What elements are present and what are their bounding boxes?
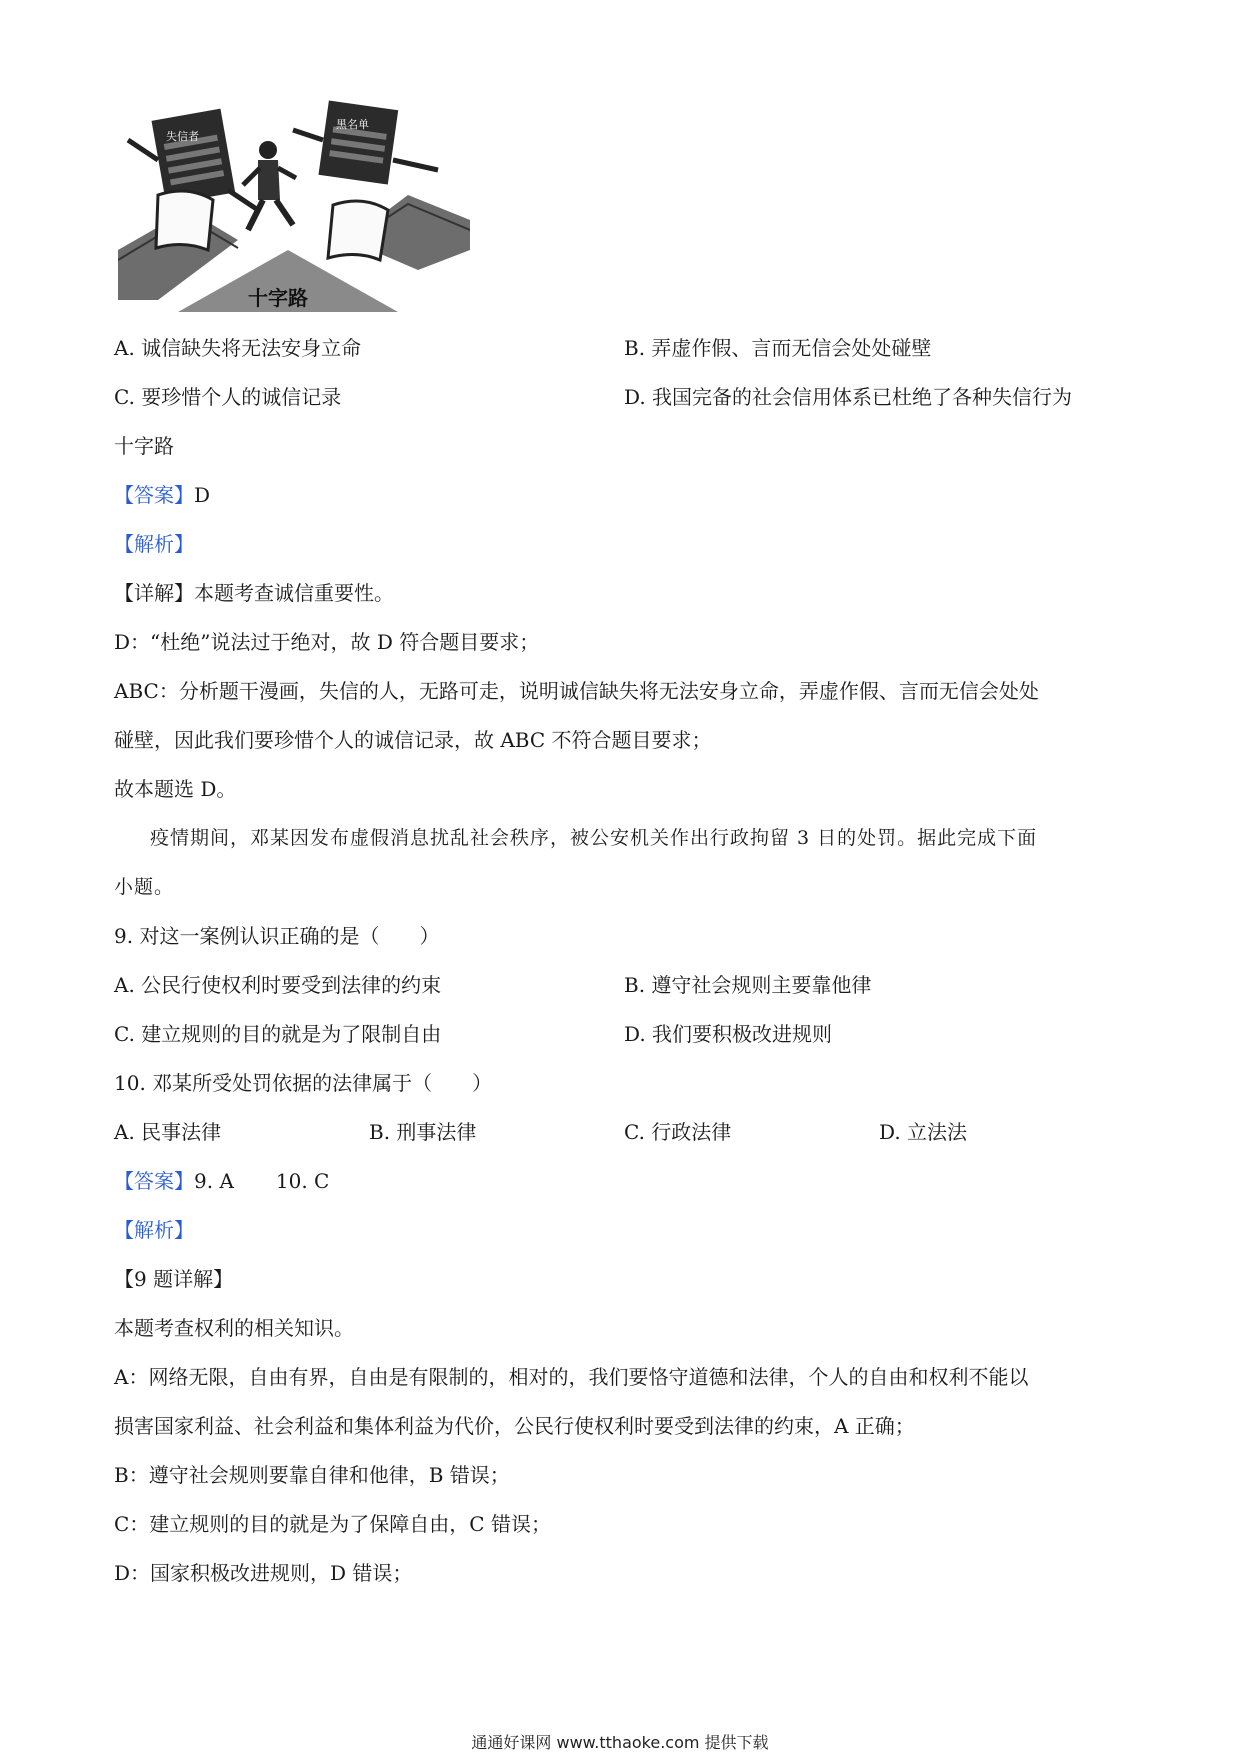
q8-explain-4: 故本题选 D。 [114, 777, 237, 801]
stem-line-2: 小题。 [114, 876, 175, 898]
q8-option-b: B. 弄虚作假、言而无信会处处碰壁 [624, 336, 932, 360]
answer-10: 10. C [275, 1169, 330, 1193]
q9-question: 9. 对这一案例认识正确的是（ ） [114, 924, 440, 948]
q9-explain-6: D：国家积极改进规则，D 错误； [114, 1561, 413, 1585]
answer-9: 9. A [194, 1169, 234, 1193]
answers-line [114, 1167, 329, 1195]
q10-option-c: C. 行政法律 [624, 1120, 732, 1144]
cartoon-illustration [118, 100, 470, 312]
q10-question: 10. 邓某所受处罚依据的法律属于（ ） [114, 1071, 493, 1095]
q9-option-b: B. 遵守社会规则主要靠他律 [624, 973, 872, 997]
q8-option-c: C. 要珍惜个人的诚信记录 [114, 385, 342, 409]
answers-label: 【答案】 [114, 1169, 194, 1193]
answer-value: D [194, 483, 211, 507]
q9-option-c: C. 建立规则的目的就是为了限制自由 [114, 1022, 442, 1046]
q9-option-d: D. 我们要积极改进规则 [624, 1022, 833, 1046]
caption-text: 十字路 [114, 434, 174, 458]
q10-option-b: B. 刑事法律 [369, 1120, 477, 1144]
q9-explain-1: 本题考查权利的相关知识。 [114, 1316, 354, 1340]
q9-detail-label: 【9 题详解】 [114, 1267, 234, 1291]
q9-explain-2: A：网络无限，自由有界，自由是有限制的，相对的，我们要恪守道德和法律，个人的自由和权利不能以 [114, 1365, 1029, 1389]
q9-explain-5: C：建立规则的目的就是为了保障自由，C 错误； [114, 1512, 551, 1536]
q8-explain-3: 碰壁，因此我们要珍惜个人的诚信记录，故 ABC 不符合题目要求； [114, 728, 712, 752]
q8-detail: 【详解】本题考查诚信重要性。 [114, 581, 394, 605]
q10-option-a: A. 民事法律 [114, 1120, 222, 1144]
q8-answer [114, 481, 210, 509]
sign-right-text: 黑名单 [336, 118, 369, 131]
q8-option-a: A. 诚信缺失将无法安身立命 [114, 336, 362, 360]
answer-label: 【答案】 [114, 483, 194, 507]
q8-explain-1: D：“杜绝”说法过于绝对，故 D 符合题目要求； [114, 630, 540, 654]
cartoon-caption: 十字路 [248, 286, 308, 310]
stem-line-1: 疫情期间，邓某因发布虚假消息扰乱社会秩序，被公安机关作出行政拘留 3 日的处罚。据此完成下面 [150, 827, 1038, 849]
page-footer: 通通好课网 www.tthaoke.com 提供下载 [471, 1733, 769, 1752]
analysis-label: 【解析】 [114, 1218, 194, 1242]
q8-option-d: D. 我国完备的社会信用体系已杜绝了各种失信行为 [624, 385, 1073, 409]
q8-analysis-label: 【解析】 [114, 532, 194, 556]
q9-explain-4: B：遵守社会规则要靠自律和他律，B 错误； [114, 1463, 510, 1487]
q9-explain-3: 损害国家利益、社会利益和集体利益为代价，公民行使权利时要受到法律的约束，A 正确； [114, 1414, 915, 1438]
sign-left-text: 失信者 [166, 130, 199, 143]
q10-option-d: D. 立法法 [879, 1120, 968, 1144]
q8-explain-2: ABC：分析题干漫画，失信的人，无路可走，说明诚信缺失将无法安身立命，弄虚作假、言而无信会处处 [114, 679, 1039, 703]
q9-option-a: A. 公民行使权利时要受到法律的约束 [114, 973, 442, 997]
